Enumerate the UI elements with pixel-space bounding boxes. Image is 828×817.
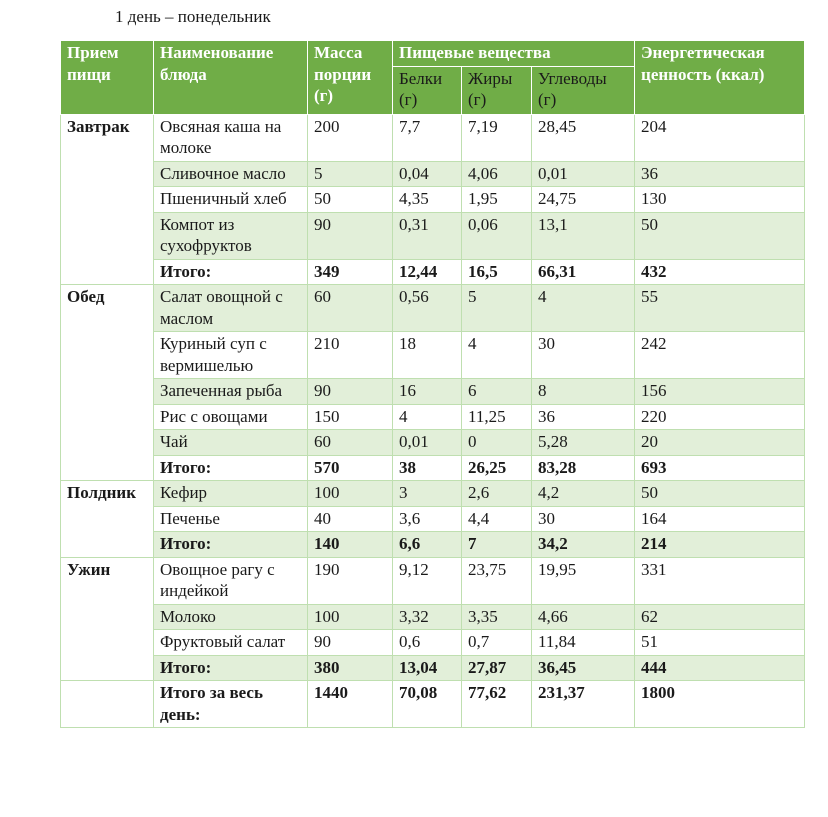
protein-value: 4,35: [393, 187, 462, 213]
subtotal-row: [61, 259, 805, 285]
fat-value: 0,06: [462, 212, 532, 259]
mass-value: 90: [308, 379, 393, 405]
carbs-value: 66,31: [532, 259, 635, 285]
subtotal-label: Итого:: [154, 455, 308, 481]
fat-value: 7: [462, 532, 532, 558]
mass-value: 40: [308, 506, 393, 532]
fat-value: 4,06: [462, 161, 532, 187]
energy-value: 331: [635, 557, 805, 604]
carbs-value: 83,28: [532, 455, 635, 481]
table-row: [61, 114, 805, 161]
fat-value: 3,35: [462, 604, 532, 630]
subtotal-row: [61, 655, 805, 681]
carbs-value: 24,75: [532, 187, 635, 213]
protein-value: 7,7: [393, 114, 462, 161]
protein-value: 6,6: [393, 532, 462, 558]
energy-value: 156: [635, 379, 805, 405]
fat-value: 23,75: [462, 557, 532, 604]
protein-value: 16: [393, 379, 462, 405]
protein-value: 9,12: [393, 557, 462, 604]
carbs-value: 30: [532, 506, 635, 532]
protein-value: 3,32: [393, 604, 462, 630]
mass-value: 100: [308, 604, 393, 630]
grand-total-row: [61, 681, 805, 728]
protein-value: 0,56: [393, 285, 462, 332]
energy-value: 444: [635, 655, 805, 681]
energy-value: 50: [635, 481, 805, 507]
dish-name: Рис с овощами: [154, 404, 308, 430]
carbs-value: 28,45: [532, 114, 635, 161]
dish-name: Кефир: [154, 481, 308, 507]
dish-name: Овощное рагу с индейкой: [154, 557, 308, 604]
energy-value: 130: [635, 187, 805, 213]
header-meal: Прием пищи: [61, 41, 154, 115]
mass-value: 60: [308, 285, 393, 332]
mass-value: 150: [308, 404, 393, 430]
energy-value: 1800: [635, 681, 805, 728]
meal-breakfast: Завтрак: [61, 114, 154, 285]
table-row: [61, 379, 805, 405]
table-row: [61, 404, 805, 430]
fat-value: 16,5: [462, 259, 532, 285]
protein-value: 70,08: [393, 681, 462, 728]
table-row: [61, 481, 805, 507]
header-energy: Энергетическая ценность (ккал): [635, 41, 805, 115]
grand-total-label: Итого за весь день:: [154, 681, 308, 728]
protein-value: 0,01: [393, 430, 462, 456]
fat-value: 0: [462, 430, 532, 456]
table-row: [61, 285, 805, 332]
table-row: [61, 187, 805, 213]
energy-value: 20: [635, 430, 805, 456]
grand-total-empty: [61, 681, 154, 728]
energy-value: 36: [635, 161, 805, 187]
protein-value: 4: [393, 404, 462, 430]
meal-dinner: Ужин: [61, 557, 154, 681]
mass-value: 60: [308, 430, 393, 456]
fat-value: 26,25: [462, 455, 532, 481]
energy-value: 51: [635, 630, 805, 656]
carbs-value: 231,37: [532, 681, 635, 728]
fat-value: 27,87: [462, 655, 532, 681]
fat-value: 77,62: [462, 681, 532, 728]
protein-value: 0,6: [393, 630, 462, 656]
table-row: [61, 557, 805, 604]
table-row: [61, 430, 805, 456]
mass-value: 90: [308, 212, 393, 259]
protein-value: 0,31: [393, 212, 462, 259]
mass-value: 50: [308, 187, 393, 213]
subtotal-row: [61, 455, 805, 481]
header-protein: Белки (г): [393, 66, 462, 114]
dish-name: Салат овощной с маслом: [154, 285, 308, 332]
carbs-value: 19,95: [532, 557, 635, 604]
table-row: [61, 506, 805, 532]
protein-value: 0,04: [393, 161, 462, 187]
header-nutrients: Пищевые вещества: [393, 41, 635, 67]
table-row: [61, 630, 805, 656]
dish-name: Фруктовый салат: [154, 630, 308, 656]
header-carbs: Углеводы (г): [532, 66, 635, 114]
fat-value: 4: [462, 332, 532, 379]
table-row: [61, 212, 805, 259]
dish-name: Куриный суп с вермишелью: [154, 332, 308, 379]
fat-value: 0,7: [462, 630, 532, 656]
dish-name: Печенье: [154, 506, 308, 532]
carbs-value: 0,01: [532, 161, 635, 187]
carbs-value: 5,28: [532, 430, 635, 456]
table-row: [61, 604, 805, 630]
protein-value: 13,04: [393, 655, 462, 681]
mass-value: 190: [308, 557, 393, 604]
fat-value: 1,95: [462, 187, 532, 213]
carbs-value: 30: [532, 332, 635, 379]
meal-snack: Полдник: [61, 481, 154, 558]
energy-value: 220: [635, 404, 805, 430]
fat-value: 5: [462, 285, 532, 332]
carbs-value: 4: [532, 285, 635, 332]
dish-name: Молоко: [154, 604, 308, 630]
mass-value: 200: [308, 114, 393, 161]
fat-value: 4,4: [462, 506, 532, 532]
dish-name: Компот из сухофруктов: [154, 212, 308, 259]
carbs-value: 34,2: [532, 532, 635, 558]
nutrition-table: [60, 40, 805, 728]
header-mass: Масса порции (г): [308, 41, 393, 115]
carbs-value: 13,1: [532, 212, 635, 259]
carbs-value: 8: [532, 379, 635, 405]
protein-value: 18: [393, 332, 462, 379]
fat-value: 6: [462, 379, 532, 405]
table-row: [61, 161, 805, 187]
fat-value: 11,25: [462, 404, 532, 430]
energy-value: 693: [635, 455, 805, 481]
protein-value: 12,44: [393, 259, 462, 285]
carbs-value: 11,84: [532, 630, 635, 656]
dish-name: Запеченная рыба: [154, 379, 308, 405]
energy-value: 242: [635, 332, 805, 379]
carbs-value: 4,2: [532, 481, 635, 507]
table-row: [61, 332, 805, 379]
subtotal-label: Итого:: [154, 259, 308, 285]
dish-name: Овсяная каша на молоке: [154, 114, 308, 161]
energy-value: 432: [635, 259, 805, 285]
energy-value: 50: [635, 212, 805, 259]
carbs-value: 4,66: [532, 604, 635, 630]
subtotal-label: Итого:: [154, 532, 308, 558]
protein-value: 3,6: [393, 506, 462, 532]
energy-value: 62: [635, 604, 805, 630]
mass-value: 570: [308, 455, 393, 481]
dish-name: Сливочное масло: [154, 161, 308, 187]
protein-value: 38: [393, 455, 462, 481]
fat-value: 7,19: [462, 114, 532, 161]
carbs-value: 36: [532, 404, 635, 430]
energy-value: 204: [635, 114, 805, 161]
header-fat: Жиры (г): [462, 66, 532, 114]
mass-value: 210: [308, 332, 393, 379]
mass-value: 140: [308, 532, 393, 558]
protein-value: 3: [393, 481, 462, 507]
mass-value: 380: [308, 655, 393, 681]
header-dish: Наименование блюда: [154, 41, 308, 115]
fat-value: 2,6: [462, 481, 532, 507]
dish-name: Чай: [154, 430, 308, 456]
subtotal-row: [61, 532, 805, 558]
energy-value: 55: [635, 285, 805, 332]
page-caption: 1 день – понедельник: [115, 7, 271, 26]
energy-value: 164: [635, 506, 805, 532]
mass-value: 1440: [308, 681, 393, 728]
energy-value: 214: [635, 532, 805, 558]
mass-value: 100: [308, 481, 393, 507]
meal-lunch: Обед: [61, 285, 154, 481]
dish-name: Пшеничный хлеб: [154, 187, 308, 213]
carbs-value: 36,45: [532, 655, 635, 681]
subtotal-label: Итого:: [154, 655, 308, 681]
mass-value: 5: [308, 161, 393, 187]
mass-value: 90: [308, 630, 393, 656]
mass-value: 349: [308, 259, 393, 285]
